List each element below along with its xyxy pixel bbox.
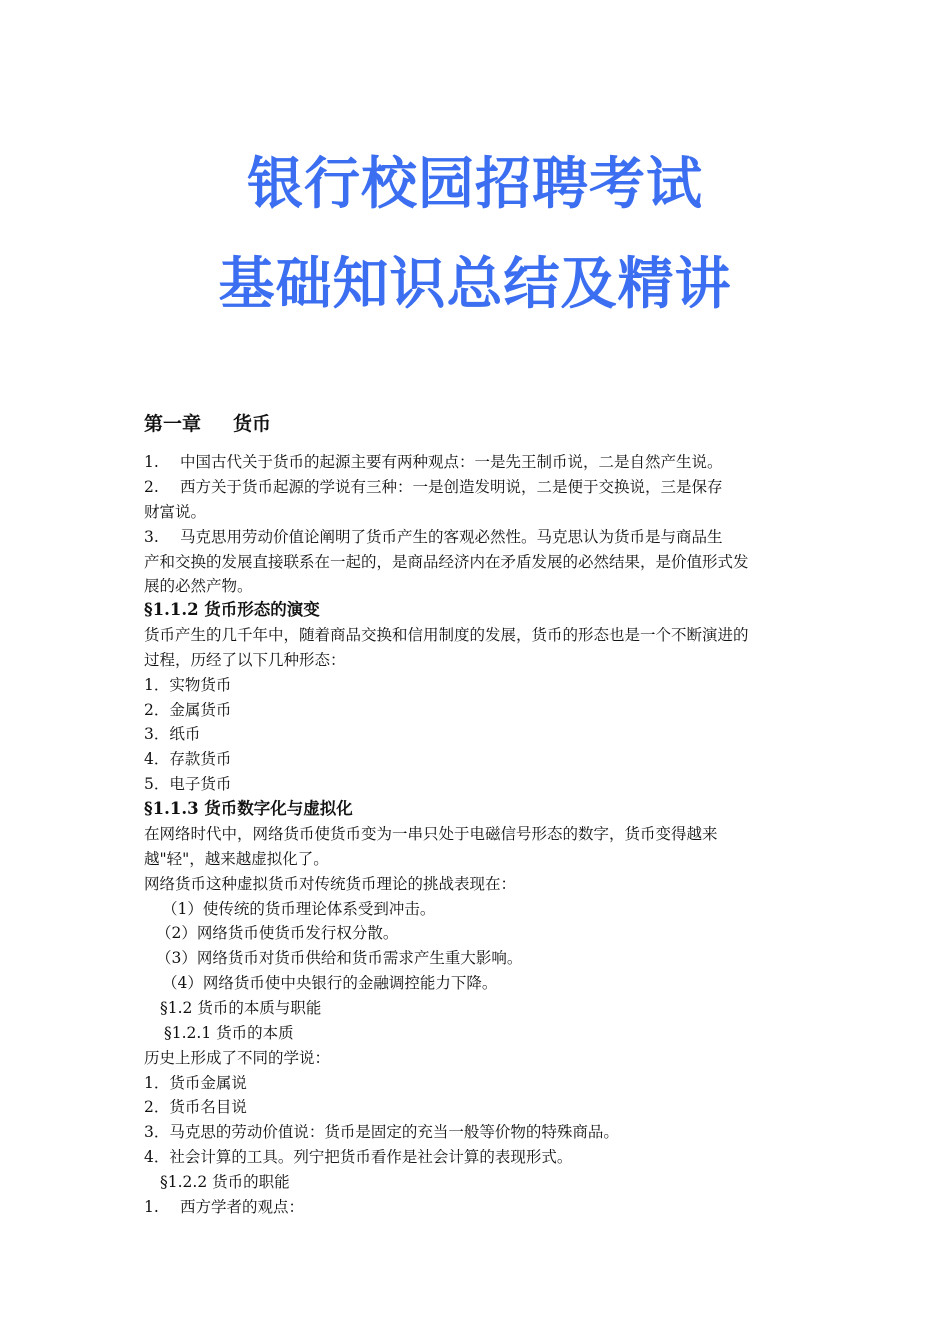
list-item: （2）网络货币使货币发行权分散。	[156, 924, 399, 942]
intro-continuation: 产和交换的发展直接联系在一起的，是商品经济内在矛盾发展的必然结果，是价值形式发	[144, 553, 749, 571]
section-heading-1-1-2: §1.1.2 货币形态的演变	[144, 600, 320, 619]
chapter-name: 货币	[233, 413, 272, 435]
list-item: 3．纸币	[144, 725, 201, 743]
list-item: 1．实物货币	[144, 676, 232, 694]
list-item: 5．电子货币	[144, 775, 232, 793]
paragraph: 历史上形成了不同的学说：	[144, 1049, 331, 1067]
paragraph: 越"轻"，越来越虚拟化了。	[144, 850, 329, 868]
list-item: 3．马克思的劳动价值说：货币是固定的充当一般等价物的特殊商品。	[144, 1123, 619, 1141]
list-item: 2．金属货币	[144, 701, 232, 719]
list-num: 1.	[144, 1198, 159, 1216]
paragraph: 网络货币这种虚拟货币对传统货币理论的挑战表现在：	[144, 875, 517, 893]
intro-num: 3.	[144, 528, 159, 546]
intro-item-3	[144, 527, 723, 547]
section-heading-1-2: §1.2 货币的本质与职能	[160, 999, 322, 1017]
intro-text: 西方关于货币起源的学说有三种：一是创造发明说，二是便于交换说，三是保存	[180, 478, 723, 496]
list-item	[144, 1197, 304, 1217]
paragraph: 在网络时代中，网络货币使货币变为一串只处于电磁信号形态的数字，货币变得越来	[144, 825, 718, 843]
list-item: 4．存款货币	[144, 750, 232, 768]
intro-item-1	[144, 452, 723, 472]
section-heading-1-2-2: §1.2.2 货币的职能	[160, 1173, 290, 1191]
section-heading-1-2-1: §1.2.1 货币的本质	[164, 1024, 294, 1042]
intro-num: 1.	[144, 453, 159, 471]
list-item: 2．货币名目说	[144, 1098, 247, 1116]
list-item: （4）网络货币使中央银行的金融调控能力下降。	[162, 974, 498, 992]
list-item: 4．社会计算的工具。列宁把货币看作是社会计算的表现形式。	[144, 1148, 573, 1166]
list-item: （1）使传统的货币理论体系受到冲击。	[162, 900, 436, 918]
intro-item-2	[144, 477, 723, 497]
intro-continuation: 财富说。	[144, 503, 207, 521]
intro-continuation: 展的必然产物。	[144, 577, 253, 595]
chapter-label: 第一章	[144, 413, 202, 435]
paragraph: 过程，历经了以下几种形态：	[144, 651, 346, 669]
chapter-heading	[144, 414, 271, 434]
document-title-line1: 银行校园招聘考试	[247, 152, 703, 217]
list-text: 西方学者的观点：	[180, 1198, 305, 1216]
list-item: （3）网络货币对货币供给和货币需求产生重大影响。	[156, 949, 523, 967]
list-item: 1．货币金属说	[144, 1074, 247, 1092]
section-heading-1-1-3: §1.1.3 货币数字化与虚拟化	[144, 799, 353, 818]
intro-text: 中国古代关于货币的起源主要有两种观点：一是先王制币说，二是自然产生说。	[180, 453, 723, 471]
intro-text: 马克思用劳动价值论阐明了货币产生的客观必然性。马克思认为货币是与商品生	[180, 528, 723, 546]
document-title-line2: 基础知识总结及精讲	[218, 252, 732, 317]
paragraph: 货币产生的几千年中，随着商品交换和信用制度的发展，货币的形态也是一个不断演进的	[144, 626, 749, 644]
intro-num: 2.	[144, 478, 159, 496]
